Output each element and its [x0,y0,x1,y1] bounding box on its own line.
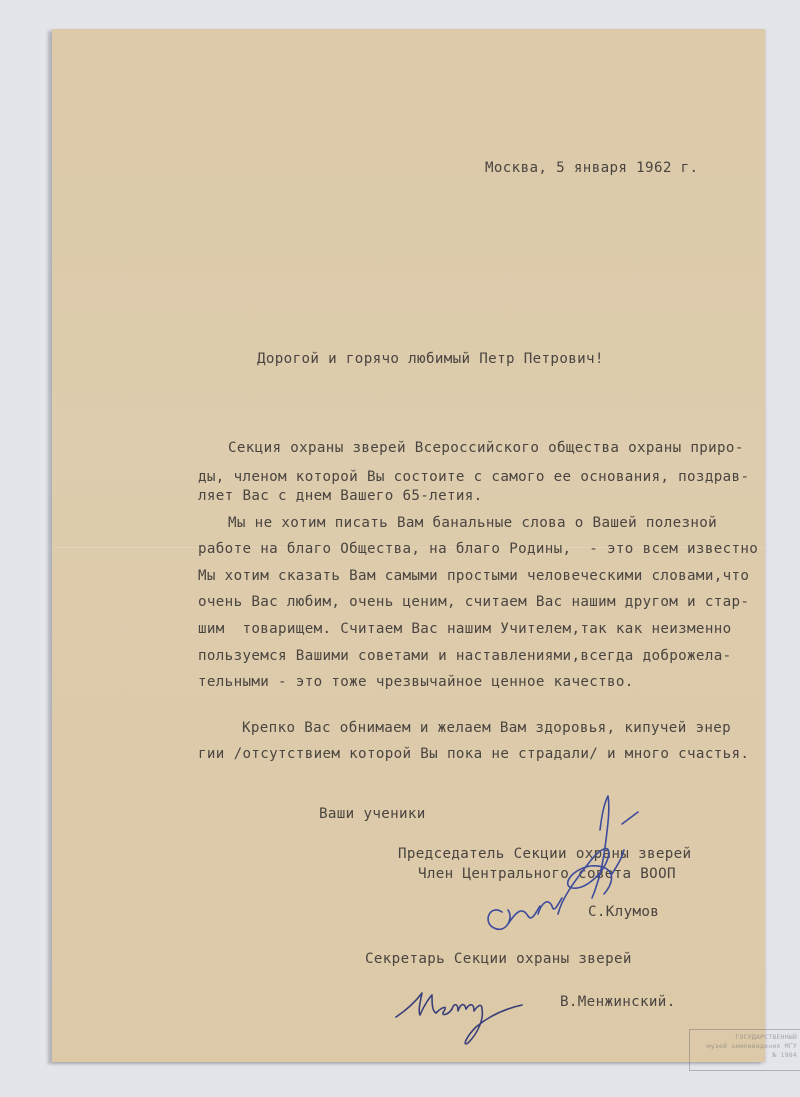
place-date: Москва, 5 января 1962 г. [485,160,699,176]
body-line: шим товарищем. Считаем Вас нашим Учителем,так как неизменно [198,621,732,637]
body-line: пользуемся Вашими советами и наставлениями,всегда доброжела- [198,648,732,664]
letter-paper [52,29,797,1062]
stamp-line: музей землеведения МГУ [706,1042,797,1050]
salutation: Дорогой и горячо любимый Петр Петрович! [257,351,604,367]
body-line: работе на благо Общества, на благо Родины, - это всем известно [198,541,759,557]
archive-stamp [689,1029,800,1071]
body-line: Мы хотим сказать Вам самыми простыми человеческими словами,что [198,568,750,584]
body-line: Мы не хотим писать Вам банальные слова о Вашей полезной [228,515,718,531]
body-line: гии /отсутствием которой Вы пока не страдали/ и много счастья. [198,746,750,762]
signature-menzhinsky-icon [392,979,532,1049]
body-line: тельными - это тоже чрезвычайное ценное качество. [198,674,634,690]
signature-klumov-icon [462,794,662,944]
signatory-name: В.Менжинский. [560,994,676,1010]
closing: Ваши ученики [319,806,426,822]
body-line: ды, членом которой Вы состоите с самого ее основания, поздрав- [198,469,750,485]
stamp-line: № 1984 [772,1051,797,1059]
stamp-line: ГОСУДАРСТВЕННЫЙ [735,1033,797,1041]
body-line: ляет Вас с днем Вашего 65-летия. [198,488,483,504]
body-line: Крепко Вас обнимаем и желаем Вам здоровья, кипучей энер [242,720,732,736]
body-line: очень Вас любим, очень ценим, считаем Вас нашим другом и стар- [198,594,750,610]
signatory-title: Секретарь Секции охраны зверей [365,951,632,967]
body-line: Секция охраны зверей Всероссийского общества охраны приро- [228,440,744,456]
signatory-title: Председатель Секции охраны зверей [398,846,692,862]
signatory-name: С.Клумов [588,904,660,920]
signatory-title: Член Центрального совета ВООП [418,866,676,882]
